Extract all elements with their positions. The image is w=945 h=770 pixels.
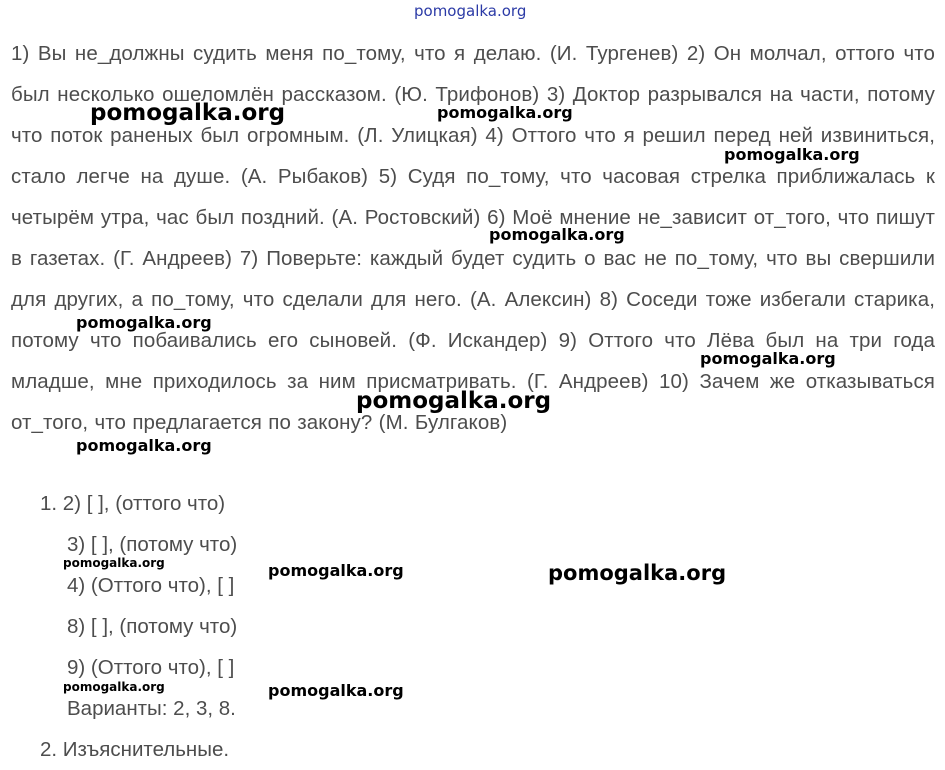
watermark: pomogalka.org: [356, 388, 552, 414]
watermark: pomogalka.org: [268, 681, 404, 700]
variants-line: Варианты: 2, 3, 8.: [67, 697, 236, 720]
watermark: pomogalka.org: [76, 436, 212, 455]
watermark: pomogalka.org: [700, 349, 836, 368]
watermark: pomogalka.org: [437, 103, 573, 122]
watermark: pomogalka.org: [489, 225, 625, 244]
watermark-top: pomogalka.org: [414, 2, 527, 20]
watermark: pomogalka.org: [63, 680, 165, 694]
answer-line-3: 4) (Оттого что), [ ]: [67, 574, 235, 597]
answer-line-1: 1. 2) [ ], (оттого что): [40, 492, 226, 515]
answer-line-4: 8) [ ], (потому что): [67, 615, 238, 638]
answer-line-2: 3) [ ], (потому что): [67, 533, 238, 556]
answer-line-5: 9) (Оттого что), [ ]: [67, 656, 235, 679]
exercise-text: 1) Вы не_должны судить меня по_тому, что я делаю. (И. Тургенев) 2) Он молчал, оттого что был несколько ошеломлён рассказом. (Ю. Трифонов) 3) Доктор разрывался на части, потому что поток раненых был огромным. (Л. Улицкая) 4) Оттого что я решил перед ней извиниться, стало легче на душе. (А. Рыбаков) 5) Судя по_тому, что часовая стрелка приближалась к четырём утра, час был поздний. (А. Ростовский) 6) Моё мнение не_зависит от_того, что пишут в газетах. (Г. Андреев) 7) Поверьте: каждый будет судить о вас не по_тому, что вы свершили для других, а по_тому, что сделали для него. (А. Алексин) 8) Соседи тоже избегали старика, потому что побаивались его сыновей. (Ф. Искандер) 9) Оттого что Лёва был на три года младше, мне приходилось за ним присматривать. (Г. Андреев) 10) Зачем же отказываться от_того, что предлагается по закону? (М. Булгаков): [11, 42, 935, 434]
watermark: pomogalka.org: [548, 561, 727, 585]
watermark: pomogalka.org: [63, 556, 165, 570]
answer-line-6: 2. Изъяснительные.: [40, 738, 230, 761]
watermark: pomogalka.org: [90, 100, 286, 126]
watermark: pomogalka.org: [76, 313, 212, 332]
watermark: pomogalka.org: [268, 561, 404, 580]
watermark: pomogalka.org: [724, 145, 860, 164]
